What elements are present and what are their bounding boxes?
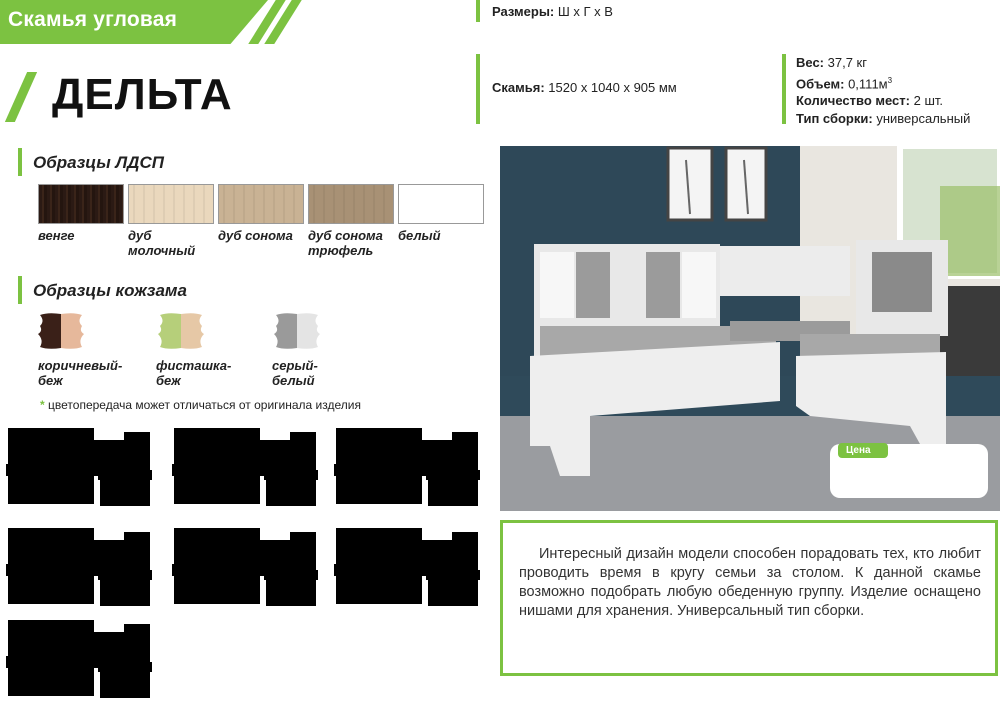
- swatch-milk-oak: [128, 184, 214, 224]
- variant-thumbnail-truffle-grey: [170, 520, 320, 612]
- swatch-label: белый: [398, 228, 441, 243]
- ldsp-title: Образцы ЛДСП: [33, 153, 164, 172]
- variant-thumbnail-milk-brown: [4, 520, 154, 612]
- spec-list: Вес: 37,7 кг Объем: $0,111м^3$ Количество мест: 2 шт. Тип сборки: универсальный: [796, 55, 971, 126]
- leather-label: фисташка- беж: [156, 358, 232, 388]
- swatch-label: дуб сонома: [218, 228, 293, 243]
- variant-thumbnail-wenge: [4, 420, 154, 512]
- dims-spec: Размеры: Ш х Г х В: [492, 4, 613, 19]
- description-box: [500, 520, 998, 676]
- swatch-sonoma: [218, 184, 304, 224]
- leather-label: коричневый- беж: [38, 358, 123, 388]
- section-bar: [18, 148, 22, 176]
- spec-bar: [782, 54, 786, 124]
- variant-thumbnail-white-grey: [332, 520, 482, 612]
- price-label: Цена: [838, 443, 888, 458]
- title-slash: [5, 72, 37, 122]
- color-note: * цветопередача может отличаться от оригинала изделия: [40, 398, 361, 412]
- category-title: Скамья угловая: [8, 8, 178, 31]
- swatch-label: венге: [38, 228, 75, 243]
- leather-sample-grey-white: [272, 312, 322, 350]
- variant-thumbnail-milk-pistachio: [170, 420, 320, 512]
- model-title: ДЕЛЬТА: [52, 70, 233, 119]
- swatch-label: дуб сонома трюфель: [308, 228, 383, 258]
- swatch-label: дуб молочный: [128, 228, 196, 258]
- section-bar: [18, 276, 22, 304]
- spec-bar: [476, 0, 480, 22]
- description-text: Интересный дизайн модели способен порадовать тех, кто любит проводить время в кругу семьи за столом. К данной скамье возможно подобрать любую обеденную группу. Изделие оснащено нишами для хранения. Универсальный тип сборки.: [519, 546, 981, 619]
- leather-sample-brown-beige: [36, 312, 86, 350]
- swatch-white: [398, 184, 484, 224]
- swatch-sonoma-truffle: [308, 184, 394, 224]
- leather-label: серый- белый: [272, 358, 318, 388]
- leather-sample-pistachio-beige: [156, 312, 206, 350]
- bench-spec: Скамья: 1520 х 1040 х 905 мм: [492, 80, 677, 95]
- variant-thumbnail-sonoma-grey: [332, 420, 482, 512]
- swatch-wenge: [38, 184, 124, 224]
- variant-thumbnail-white-brown: [4, 612, 154, 704]
- spec-bar: [476, 54, 480, 124]
- leather-title: Образцы кожзама: [33, 281, 187, 300]
